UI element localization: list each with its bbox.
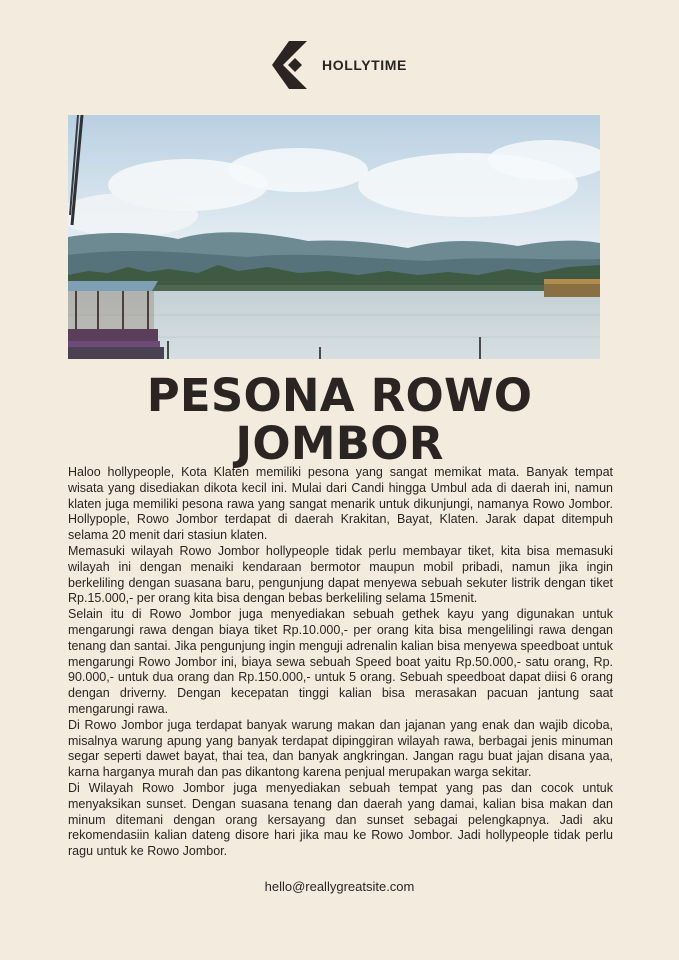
- page-title: [0, 369, 679, 470]
- article-paragraph: Di Rowo Jombor juga terdapat banyak warung makan dan jajanan yang enak dan wajib dicoba, misalnya warung apung yang banyak terdapat dipinggiran wilayah rawa, berbagai jenis minuman segar seperti dawet bayat, thai tea, dan banyak angkringan. Jangan ragu buat jajan disana yaa, karna harganya murah dan pas dikantong karena penjual merupakan warga sekitar.: [68, 717, 613, 780]
- title-line-2: JOMBOR: [235, 417, 444, 470]
- article-paragraph: Haloo hollypeople, Kota Klaten memiliki pesona yang sangat memikat mata. Banyak tempat wisata yang disediakan dikota kecil ini. Mulai dari Candi hingga Umbul ada di daerah ini, namun klaten juga memiliki pesona rawa yang sangat menarik untuk dikunjungi, namanya Rowo Jombor. Hollypople, Rowo Jombor terdapat di daerah Krakitan, Bayat, Klaten. Jarak dapat ditempuh selama 20 menit dari stasiun klaten.: [68, 465, 613, 543]
- article-paragraph: Memasuki wilayah Rowo Jombor hollypeople tidak perlu membayar tiket, kita bisa memasuki wilayah ini dengan menaiki kendaraan bermotor maupun mobil pribadi, namun jika ingin berkeliling dengan suasana baru, pengunjung dapat menyewa sebuah sekuter listrik dengan tiket Rp.15.000,- per orang kita bisa dengan bebas berkeliling selama 15menit.: [68, 543, 613, 606]
- brand-name: HOLLYTIME: [322, 57, 407, 73]
- article-paragraph: Di Wilayah Rowo Jombor juga menyediakan sebuah tempat yang pas dan cocok untuk menyaksikan sunset. Dengan suasana tenang dan daerah yang damai, kalian bisa makan dan minum ditemani dengan orang kersayang dan sunset sebagai pelengkapnya. Jadi aku rekomendasiin kalian dateng disore hari jika mau ke Rowo Jombor. Jadi hollypeople tidak perlu ragu untuk ke Rowo Jombor.: [68, 780, 613, 859]
- article-body: [68, 465, 613, 860]
- hollytime-logo-icon: [272, 41, 310, 89]
- brand-header: [0, 41, 679, 89]
- article-paragraph: Selain itu di Rowo Jombor juga menyediakan sebuah gethek kayu yang digunakan untuk mengarungi rawa dengan biaya tiket Rp.10.000,- per orang kita bisa mengelilingi rawa dengan tenang dan santai. Jika pengunjung ingin menguji adrenalin kalian bisa menyewa speedboat untuk mengarungi Rowo Jombor ini, biaya sewa sebuah Speed boat yaitu Rp.50.000,- satu orang, Rp. 90.000,- untuk dua orang dan Rp.150.000,- untuk 5 orang. Sebuah speedboat dapat diisi 6 orang dengan driverny. Dengan kecepatan tinggi kalian bisa merasakan pacuan jantung saat mengarungi rawa.: [68, 607, 613, 716]
- contact-email: hello@reallygreatsite.com: [264, 879, 415, 894]
- hero-lake-photo: [68, 115, 600, 359]
- title-line-1: PESONA ROWO: [146, 369, 533, 422]
